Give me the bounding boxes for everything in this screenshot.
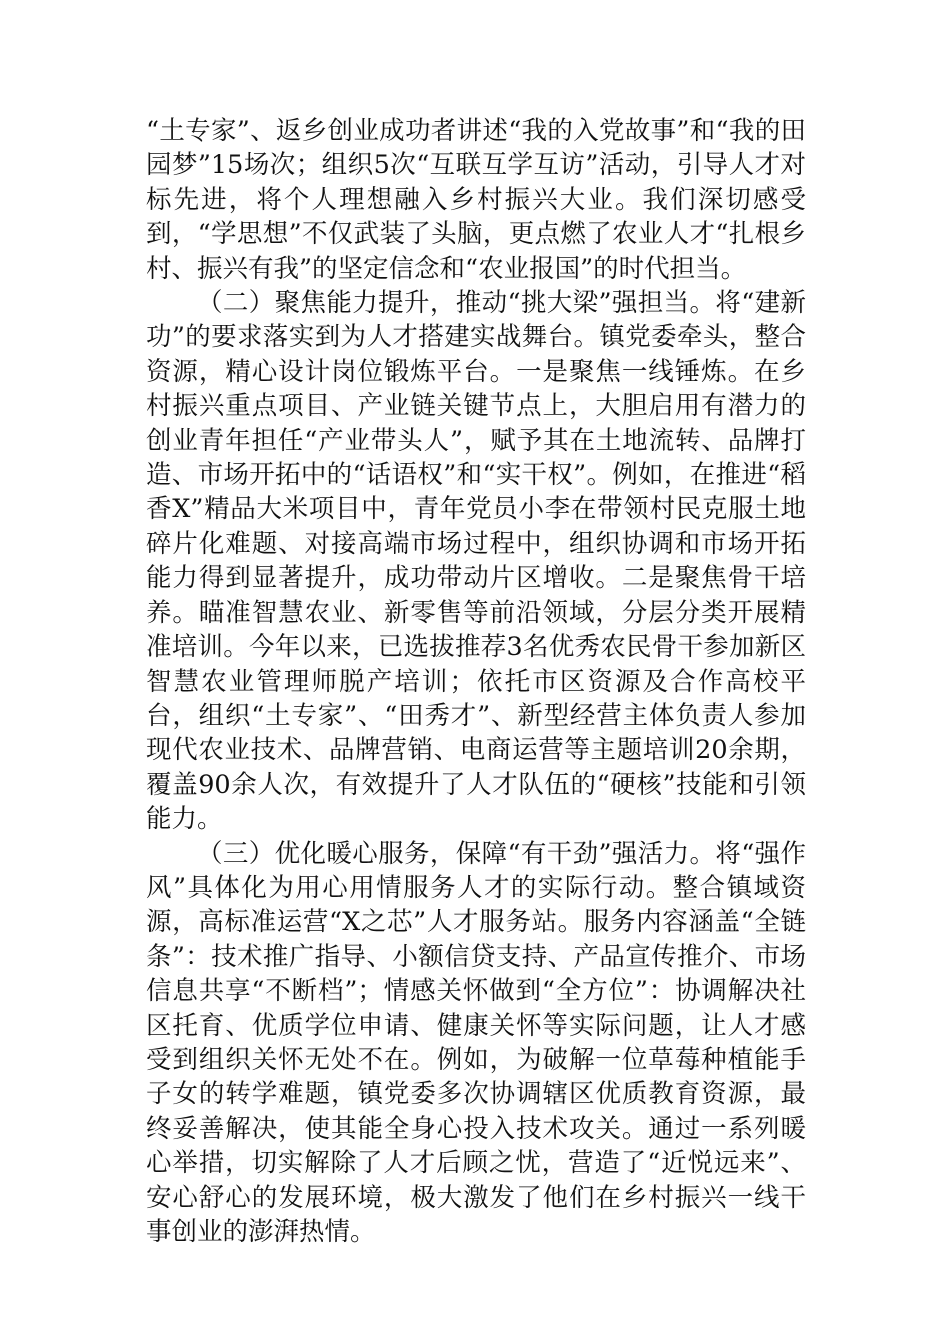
paragraph-section-three: （三）优化暖心服务，保障“有干劲”强活力。将“强作风”具体化为用心用情服务人才的实际行动。整合镇域资源，高标准运营“X之芯”人才服务站。服务内容涵盖“全链条”：技术推广指导、小额信贷支持、产品宣传推介、市场信息共享“不断档”；情感关怀做到“全方位”：协调解决社区托育、优质学位申请、健康关怀等实际问题，让人才感受到组织关怀无处不在。例如，为破解一位草莓种植能手子女的转学难题，镇党委多次协调辖区优质教育资源，最终妥善解决，使其能全身心投入技术攻关。通过一系列暖心举措，切实解除了人才后顾之忧，营造了“近悦远来”、安心舒心的发展环境，极大激发了他们在乡村振兴一线干事创业的澎湃热情。 [146, 838, 806, 1247]
paragraph-continuation: “土专家”、返乡创业成功者讲述“我的入党故事”和“我的田园梦”15场次；组织5次“互联互学互访”活动，引导人才对标先进，将个人理想融入乡村振兴大业。我们深切感受到，“学思想”不仅武装了头脑，更点燃了农业人才“扎根乡村、振兴有我”的坚定信念和“农业报国”的时代担当。 [146, 116, 806, 284]
document-body [146, 114, 806, 1249]
paragraph-section-two: （二）聚焦能力提升，推动“挑大梁”强担当。将“建新功”的要求落实到为人才搭建实战舞台。镇党委牵头，整合资源，精心设计岗位锻炼平台。一是聚焦一线锤炼。在乡村振兴重点项目、产业链关键节点上，大胆启用有潜力的创业青年担任“产业带头人”，赋予其在土地流转、品牌打造、市场开拓中的“话语权”和“实干权”。例如，在推进“稻香X”精品大米项目中，青年党员小李在带领村民克服土地碎片化难题、对接高端市场过程中，组织协调和市场开拓能力得到显著提升，成功带动片区增收。二是聚焦骨干培养。瞄准智慧农业、新零售等前沿领域，分层分类开展精准培训。今年以来，已选拔推荐3名优秀农民骨干参加新区智慧农业管理师脱产培训；依托市区资源及合作高校平台，组织“土专家”、“田秀才”、新型经营主体负责人参加现代农业技术、品牌营销、电商运营等主题培训20余期，覆盖90余人次，有效提升了人才队伍的“硬核”技能和引领能力。 [146, 288, 806, 835]
